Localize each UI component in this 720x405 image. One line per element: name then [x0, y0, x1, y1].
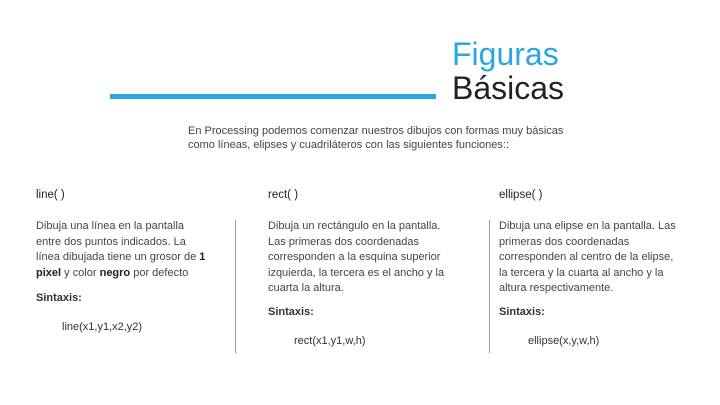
- title-line-2: Básicas: [452, 70, 565, 106]
- syntax-code-rect: rect(x1,y1,w,h): [294, 335, 366, 347]
- accent-bar: [110, 94, 436, 99]
- description-ellipse: Dibuja una elipse en la pantalla. Las primeras dos coordenadas corresponden al centro de la elipse, la tercera y la cuarta al ancho y la altura respectivamente.: [499, 220, 676, 294]
- syntax-code-line: line(x1,y1,x2,y2): [62, 321, 143, 333]
- description-rect: Dibuja un rectángulo en la pantalla. Las primeras dos coordenadas corresponden a la esquina superior izquierda, la tercera es el ancho y la cuarta la altura.: [268, 220, 445, 294]
- title-line-1: Figuras: [452, 36, 559, 72]
- heading-rect: rect( ): [268, 189, 299, 201]
- description-line: Dibuja una línea en la pantalla entre dos puntos indicados. La línea dibujada tiene un grosor de 1 pixel y color negro por defecto: [36, 220, 206, 279]
- heading-line: line( ): [36, 189, 65, 201]
- intro-text: En Processing podemos comenzar nuestros dibujos con formas muy básicas como líneas, elipses y cuadriláteros con las siguientes funciones::: [188, 125, 564, 151]
- syntax-label-ellipse: Sintaxis:: [499, 306, 545, 318]
- syntax-label-rect: Sintaxis:: [268, 306, 314, 318]
- column-divider-1: [235, 220, 236, 353]
- syntax-code-ellipse: ellipse(x,y,w,h): [528, 335, 600, 347]
- syntax-label-line: Sintaxis:: [36, 292, 82, 304]
- heading-ellipse: ellipse( ): [499, 189, 543, 201]
- column-divider-2: [489, 220, 490, 353]
